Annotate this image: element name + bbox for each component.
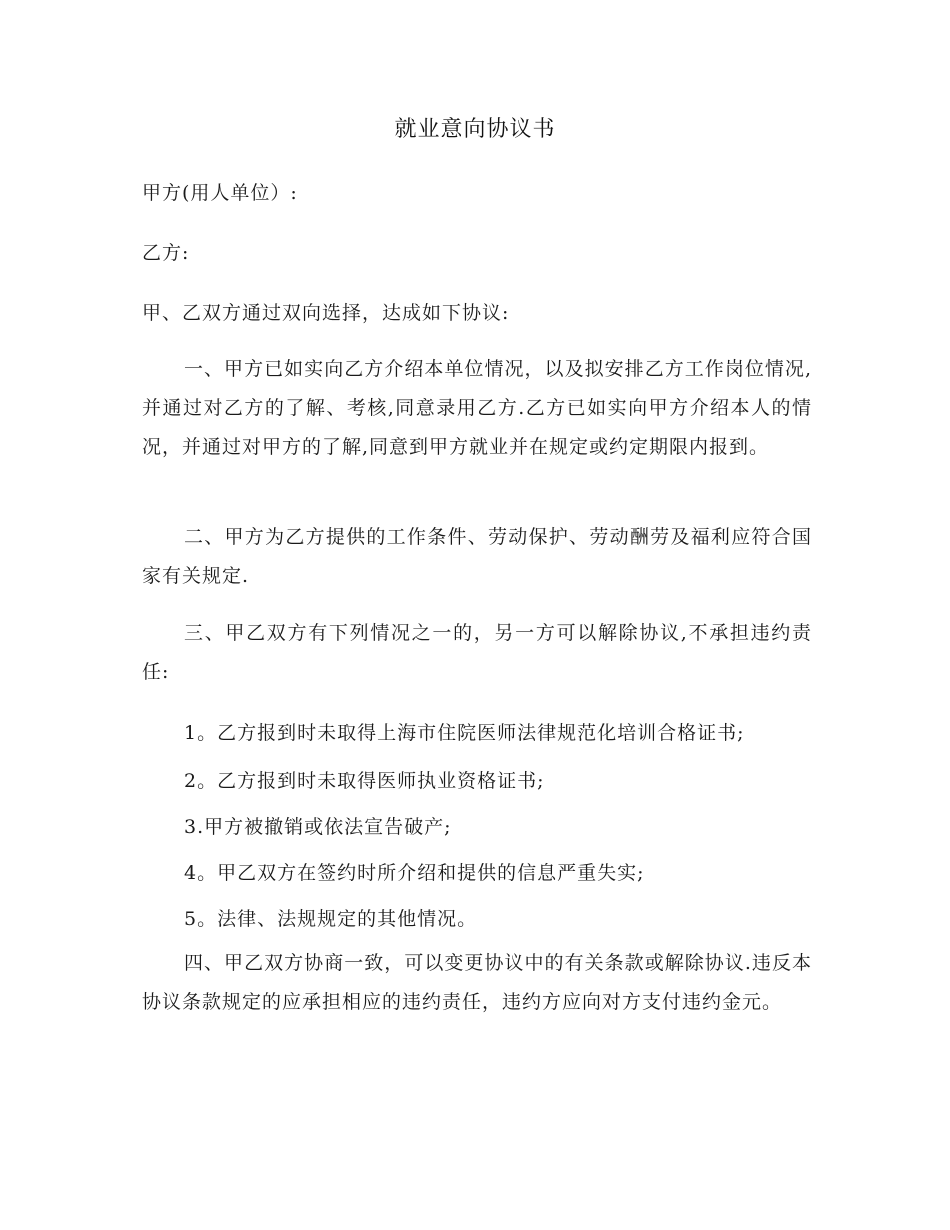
party-a-line: 甲方(用人单位）: <box>142 182 298 204</box>
clause-1: 一、甲方已如实向乙方介绍本单位情况，以及拟安排乙方工作岗位情况,并通过对乙方的了解、考核,同意录用乙方.乙方已如实向甲方介绍本人的情况，并通过对甲方的了解,同意到甲方就业并在规定或约定期限内报到。 <box>142 358 812 458</box>
clause-4: 四、甲乙双方协商一致，可以变更协议中的有关条款或解除协议.违反本协议条款规定的应承担相应的违约责任，违约方应向对方支付违约金元。 <box>142 952 812 1013</box>
clause-3-item: 2。乙方报到时未取得医师执业资格证书; <box>184 770 545 792</box>
clause-3: 三、甲乙双方有下列情况之一的，另一方可以解除协议,不承担违约责任: <box>142 622 812 683</box>
clause-3-item: 3.甲方被撤销或依法宣告破产; <box>184 816 452 838</box>
document-title: 就业意向协议书 <box>394 117 556 142</box>
clause-2: 二、甲方为乙方提供的工作条件、劳动保护、劳动酬劳及福利应符合国家有关规定. <box>142 526 812 587</box>
clause-3-item: 1。乙方报到时未取得上海市住院医师法律规范化培训合格证书; <box>184 722 745 744</box>
intro-line: 甲、乙双方通过双向选择，达成如下协议: <box>142 302 510 324</box>
clause-3-item: 5。法律、法规规定的其他情况。 <box>184 908 478 930</box>
party-b-line: 乙方: <box>142 242 190 264</box>
clause-3-item: 4。甲乙双方在签约时所介绍和提供的信息严重失实; <box>184 862 645 884</box>
